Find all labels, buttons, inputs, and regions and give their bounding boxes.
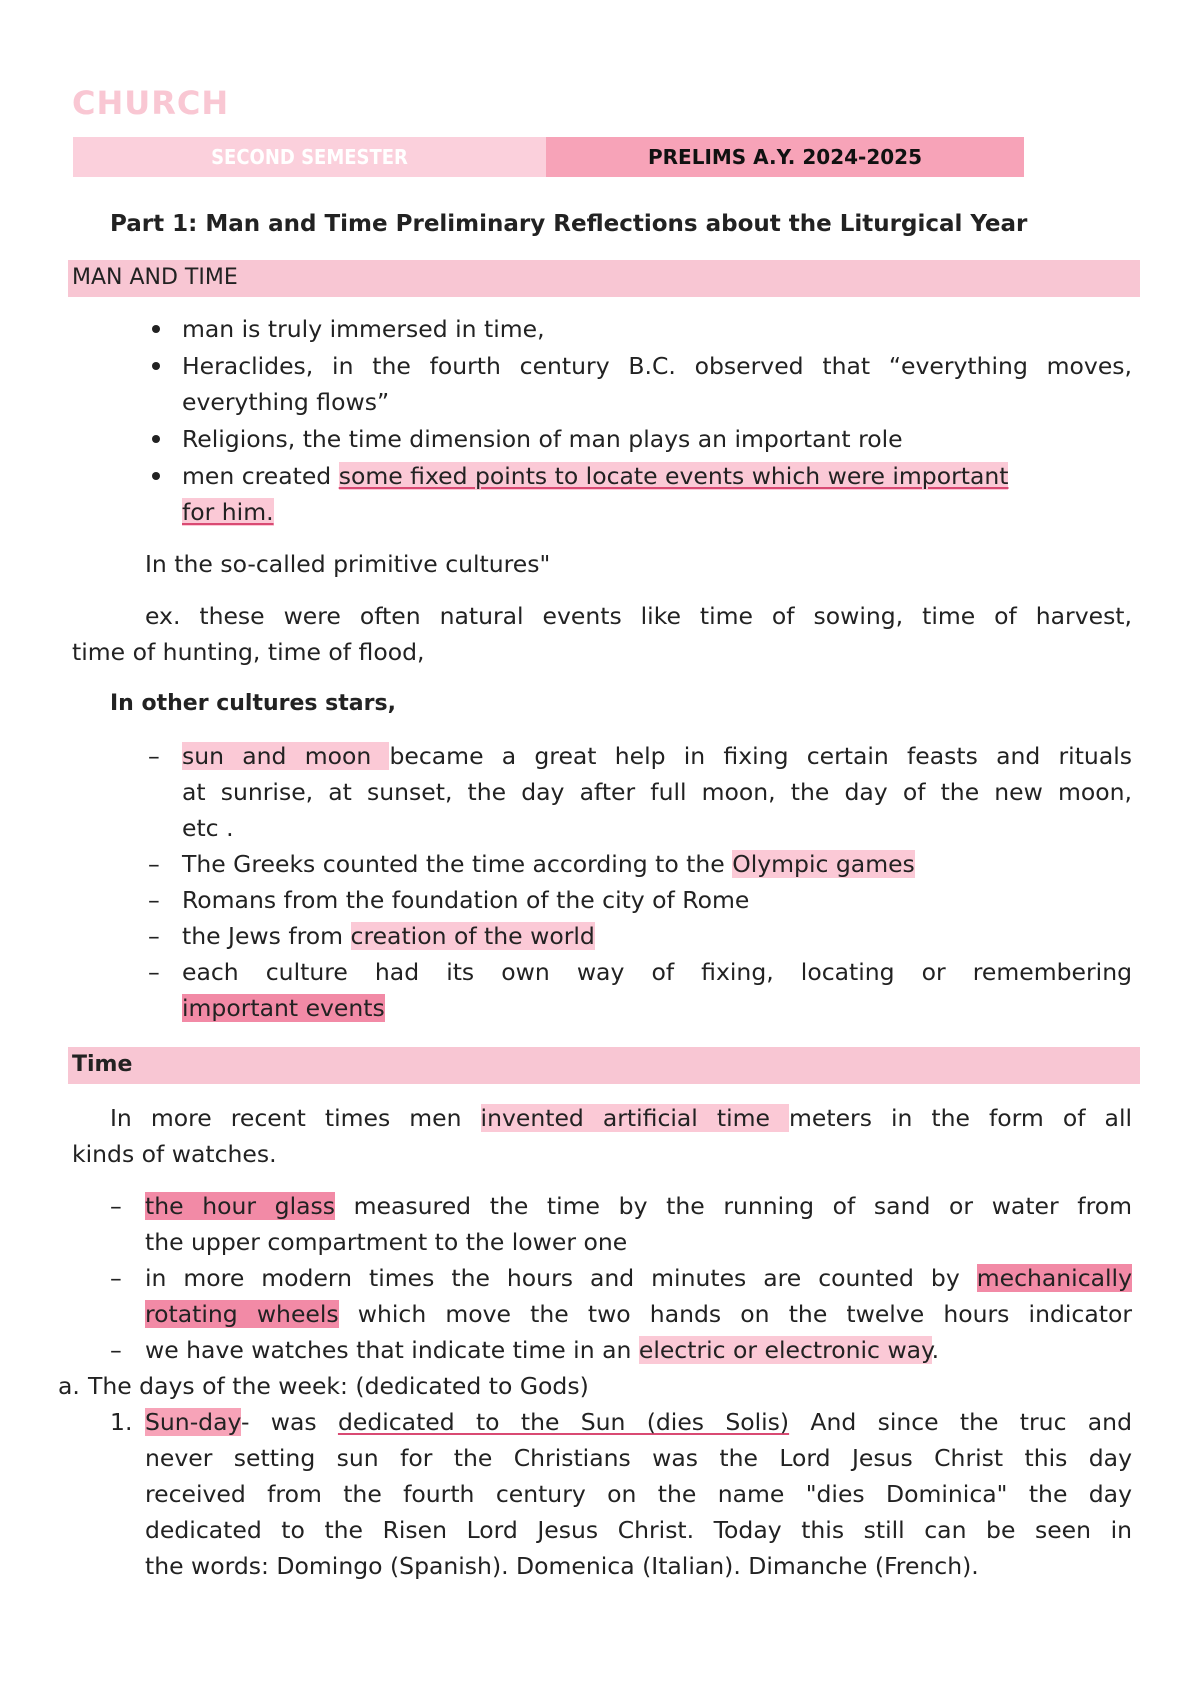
dash-item: each culture had its own way of fixing, locating or remembering — [182, 958, 1132, 986]
dash-text: measured the time by the running of sand or water from — [335, 1192, 1132, 1220]
bullet-item: Religions, the time dimension of man plays an important role — [182, 425, 903, 453]
dash-marker: – — [110, 1192, 122, 1220]
highlight-text: mechanically — [976, 1264, 1132, 1292]
highlight-text: rotating wheels — [145, 1300, 339, 1328]
dash-marker: – — [148, 742, 160, 770]
bullet-item-cont: everything flows” — [182, 388, 390, 416]
section-heading: Time — [72, 1052, 133, 1077]
list-item: The days of the week: (dedicated to Gods) — [88, 1372, 589, 1400]
highlight-text: invented artificial time — [480, 1104, 790, 1132]
term-bar — [546, 137, 1024, 177]
dash-marker: – — [148, 886, 160, 914]
dash-item — [145, 1260, 1132, 1296]
highlight-text: important events — [182, 994, 385, 1022]
course-title: CHURCH — [72, 84, 230, 122]
subheading: In other cultures stars, — [110, 691, 396, 716]
paragraph: In the so-called primitive cultures" — [145, 550, 551, 578]
highlight-text: sun and moon — [182, 742, 390, 770]
list-item-cont: never setting sun for the Christians was the Lord Jesus Christ this day — [145, 1444, 1132, 1472]
semester-bar — [73, 137, 546, 177]
dash-marker: – — [110, 1264, 122, 1292]
dash-item-cont: the upper compartment to the lower one — [145, 1228, 628, 1256]
dash-marker: – — [110, 1336, 122, 1364]
dash-text: which move the two hands on the twelve hours indicator — [338, 1300, 1132, 1328]
dash-marker: – — [148, 922, 160, 950]
dash-item — [145, 1332, 939, 1368]
paragraph-text: In more recent times men — [110, 1104, 481, 1132]
dash-item-cont — [182, 990, 385, 1026]
bullet-dot — [152, 325, 160, 333]
section-heading: MAN AND TIME — [72, 265, 238, 290]
list-item-cont: received from the fourth century on the name "dies Dominica" the day — [145, 1480, 1132, 1508]
bullet-item-cont — [182, 494, 274, 530]
list-marker: a. — [58, 1372, 80, 1400]
dash-item-cont — [145, 1296, 1132, 1332]
dash-item: Romans from the foundation of the city of Rome — [182, 886, 750, 914]
dash-text: the Jews from — [182, 922, 351, 950]
dash-item-cont: at sunrise, at sunset, the day after full moon, the day of the new moon, — [182, 778, 1132, 806]
bullet-dot — [152, 472, 160, 480]
bullet-item: Heraclides, in the fourth century B.C. observed that “everything moves, — [182, 352, 1132, 380]
paragraph — [110, 1100, 1132, 1136]
bullet-dot — [152, 362, 160, 370]
highlight-text: Olympic games — [732, 850, 915, 878]
dash-marker: – — [148, 958, 160, 986]
list-item-cont: the words: Domingo (Spanish). Domenica (Italian). Dimanche (French). — [145, 1552, 979, 1580]
underlined-text: dedicated to the Sun (dies Solis) — [337, 1408, 790, 1436]
highlight-text: Sun-day — [145, 1408, 241, 1436]
list-text: And since the truc and — [789, 1408, 1132, 1436]
dash-item-cont: etc . — [182, 814, 234, 842]
dash-item — [182, 918, 595, 954]
dash-text: became a great help in fixing certain feasts and rituals — [389, 742, 1132, 770]
paragraph-text: meters in the form of all — [789, 1104, 1133, 1132]
section-heading-bar — [68, 1047, 1140, 1084]
highlight-text: electric or electronic way — [638, 1336, 932, 1364]
highlight-text: for him. — [182, 498, 274, 526]
highlight-text: creation of the world — [350, 922, 595, 950]
bullet-dot — [152, 435, 160, 443]
dash-text: . — [931, 1336, 940, 1364]
highlight-text: the hour glass — [145, 1192, 336, 1220]
list-marker: 1. — [110, 1408, 133, 1436]
dash-item — [182, 846, 915, 882]
dash-item — [182, 738, 1132, 774]
list-item — [145, 1404, 1132, 1440]
paragraph-cont: kinds of watches. — [72, 1140, 277, 1168]
dash-text: The Greeks counted the time according to the — [182, 850, 733, 878]
semester-label: SECOND SEMESTER — [211, 145, 408, 169]
bullet-item — [182, 458, 1008, 494]
dash-item — [145, 1188, 1132, 1224]
term-label: PRELIMS A.Y. 2024-2025 — [648, 145, 922, 169]
dash-text: in more modern times the hours and minutes are counted by — [145, 1264, 977, 1292]
list-text: - was — [241, 1408, 338, 1436]
paragraph-cont: time of hunting, time of flood, — [72, 638, 425, 666]
list-item-cont: dedicated to the Risen Lord Jesus Christ. Today this still can be seen in — [145, 1516, 1132, 1544]
highlight-text: some fixed points to locate events which were important — [338, 462, 1009, 490]
bullet-item: man is truly immersed in time, — [182, 315, 545, 343]
bullet-text: men created — [182, 462, 339, 490]
dash-text: we have watches that indicate time in an — [145, 1336, 639, 1364]
page-title: Part 1: Man and Time Preliminary Reflections about the Liturgical Year — [110, 211, 1028, 237]
paragraph: ex. these were often natural events like time of sowing, time of harvest, — [145, 602, 1132, 630]
dash-marker: – — [148, 850, 160, 878]
